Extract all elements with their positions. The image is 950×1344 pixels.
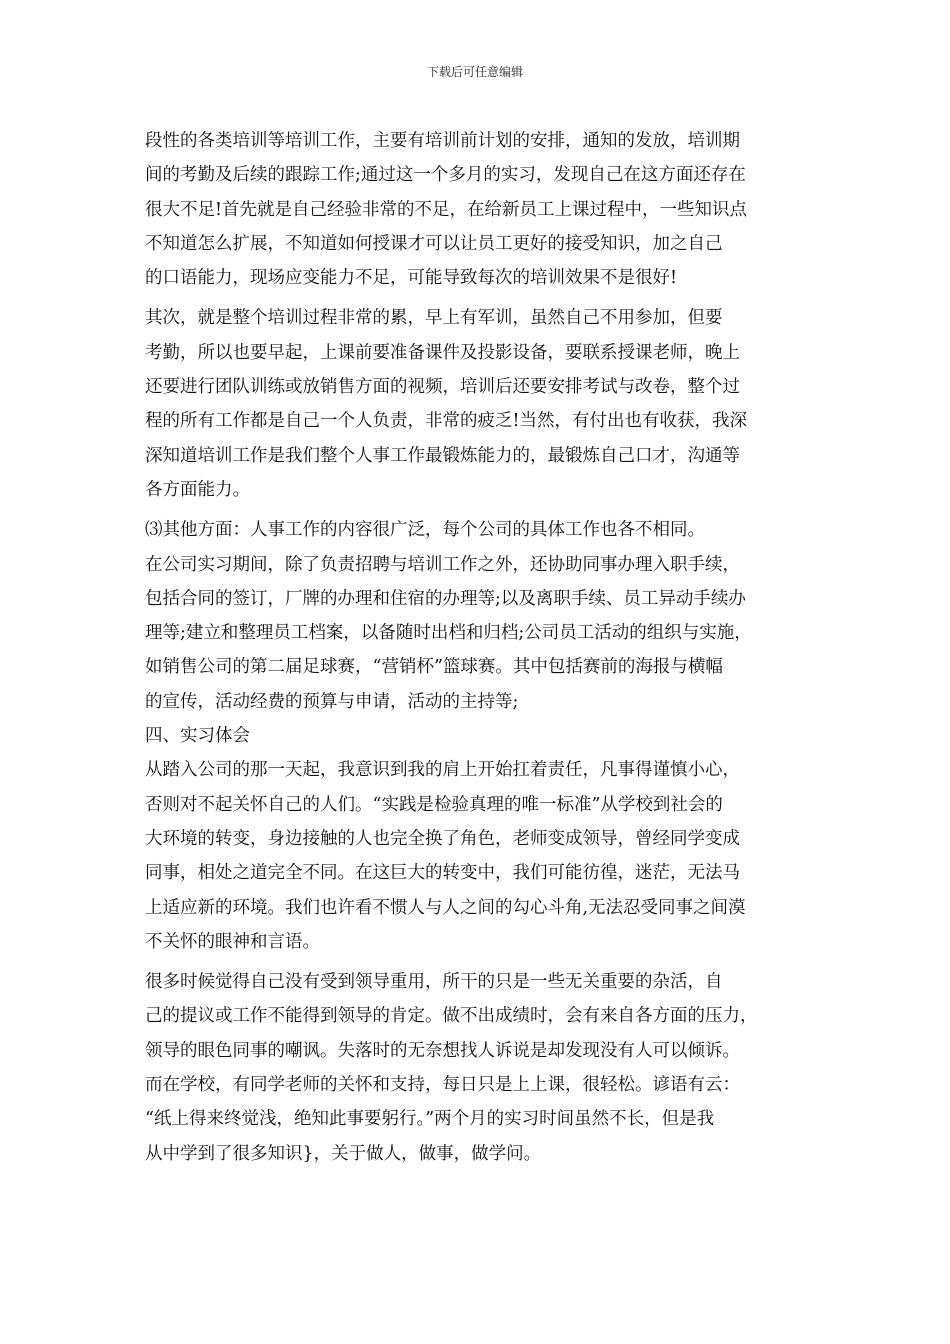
text-line: 不知道怎么扩展，不知道如何授课才可以让员工更好的接受知识，加之自己 <box>145 233 723 254</box>
paragraph <box>145 301 817 507</box>
text-line: 领导的眼色同事的嘲讽。失落时的无奈想找人诉说是却发现没有人可以倾诉。 <box>145 1040 740 1061</box>
text-line: 己的提议或工作不能得到领导的肯定。做不出成绩时，会有来自各方面的压力， <box>145 1006 758 1027</box>
text-line: 间的考勤及后续的跟踪工作;通过这一个多月的实习，发现自己在这方面还存在 <box>145 165 746 186</box>
text-line: 上适应新的环境。我们也许看不惯人与人之间的勾心斗角,无法忍受同事之间漠 <box>145 897 746 918</box>
text-line: 段性的各类培训等培训工作，主要有培训前计划的安排，通知的发放，培训期 <box>145 131 740 151</box>
text-line: 的口语能力，现场应变能力不足，可能导致每次的培训效果不是很好! <box>145 268 678 289</box>
section-heading: 四、实习体会 <box>145 726 250 747</box>
text-line: 其次，就是整个培训过程非常的累，早上有军训，虽然自己不用参加，但要 <box>145 308 723 329</box>
text-line: 深知道培训工作是我们整个人事工作最锻炼能力的，最锻炼自己口才，沟通等 <box>145 445 740 466</box>
text-line: 各方面能力。 <box>145 479 250 500</box>
paragraph <box>145 965 817 1171</box>
text-line: 包括合同的签订，厂牌的办理和住宿的办理等;以及离职手续、员工异动手续办 <box>145 588 746 609</box>
text-line: 而在学校，有同学老师的关怀和支持，每日只是上上课，很轻松。谚语有云： <box>145 1075 740 1096</box>
text-line: 大环境的转变，身边接触的人也完全换了角色，老师变成领导，曾经同学变成 <box>145 828 740 849</box>
text-line: ⑶其他方面：人事工作的内容很广泛，每个公司的具体工作也各不相同。 <box>145 520 705 541</box>
paragraph <box>145 513 817 959</box>
text-line: 从中学到了很多知识}，关于做人，做事，做学问。 <box>145 1143 542 1164</box>
text-line: 很多时候觉得自己没有受到领导重用，所干的只是一些无关重要的杂活，自 <box>145 972 723 993</box>
page-header: 下载后可任意编辑 <box>426 65 523 79</box>
text-line: 很大不足!首先就是自己经验非常的不足，在给新员工上课过程中，一些知识点 <box>145 199 748 220</box>
text-line: 考勤，所以也要早起，上课前要准备课件及投影设备，要联系授课老师，晚上 <box>145 342 740 363</box>
text-line: 在公司实习期间，除了负责招聘与培训工作之外，还协助同事办理入职手续， <box>145 554 740 575</box>
document-body <box>145 124 817 1171</box>
text-line: 不关怀的眼神和言语。 <box>145 931 320 952</box>
text-line: 理等;建立和整理员工档案，以备随时出档和归档;公司员工活动的组织与实施， <box>145 623 752 644</box>
paragraph <box>145 124 817 295</box>
text-line: “纸上得来终觉浅，绝知此事要躬行。”两个月的实习时间虽然不长，但是我 <box>145 1109 715 1130</box>
text-line: 的宣传，活动经费的预算与申请，活动的主持等; <box>145 691 519 712</box>
text-line: 还要进行团队训练或放销售方面的视频，培训后还要安排考试与改卷，整个过 <box>145 377 740 398</box>
text-line: 如销售公司的第二届足球赛，“营销杯”篮球赛。其中包括赛前的海报与横幅 <box>145 657 723 678</box>
text-line: 程的所有工作都是自己一个人负责，非常的疲乏!当然，有付出也有收获，我深 <box>145 411 748 432</box>
text-line: 同事，相处之道完全不同。在这巨大的转变中，我们可能彷徨，迷茫，无法马 <box>145 863 740 884</box>
text-line: 否则对不起关怀自己的人们。“实践是检验真理的唯一标准”从学校到社会的 <box>145 794 723 815</box>
text-line: 从踏入公司的那一天起，我意识到我的肩上开始扛着责任，凡事得谨慎小心， <box>145 760 740 781</box>
